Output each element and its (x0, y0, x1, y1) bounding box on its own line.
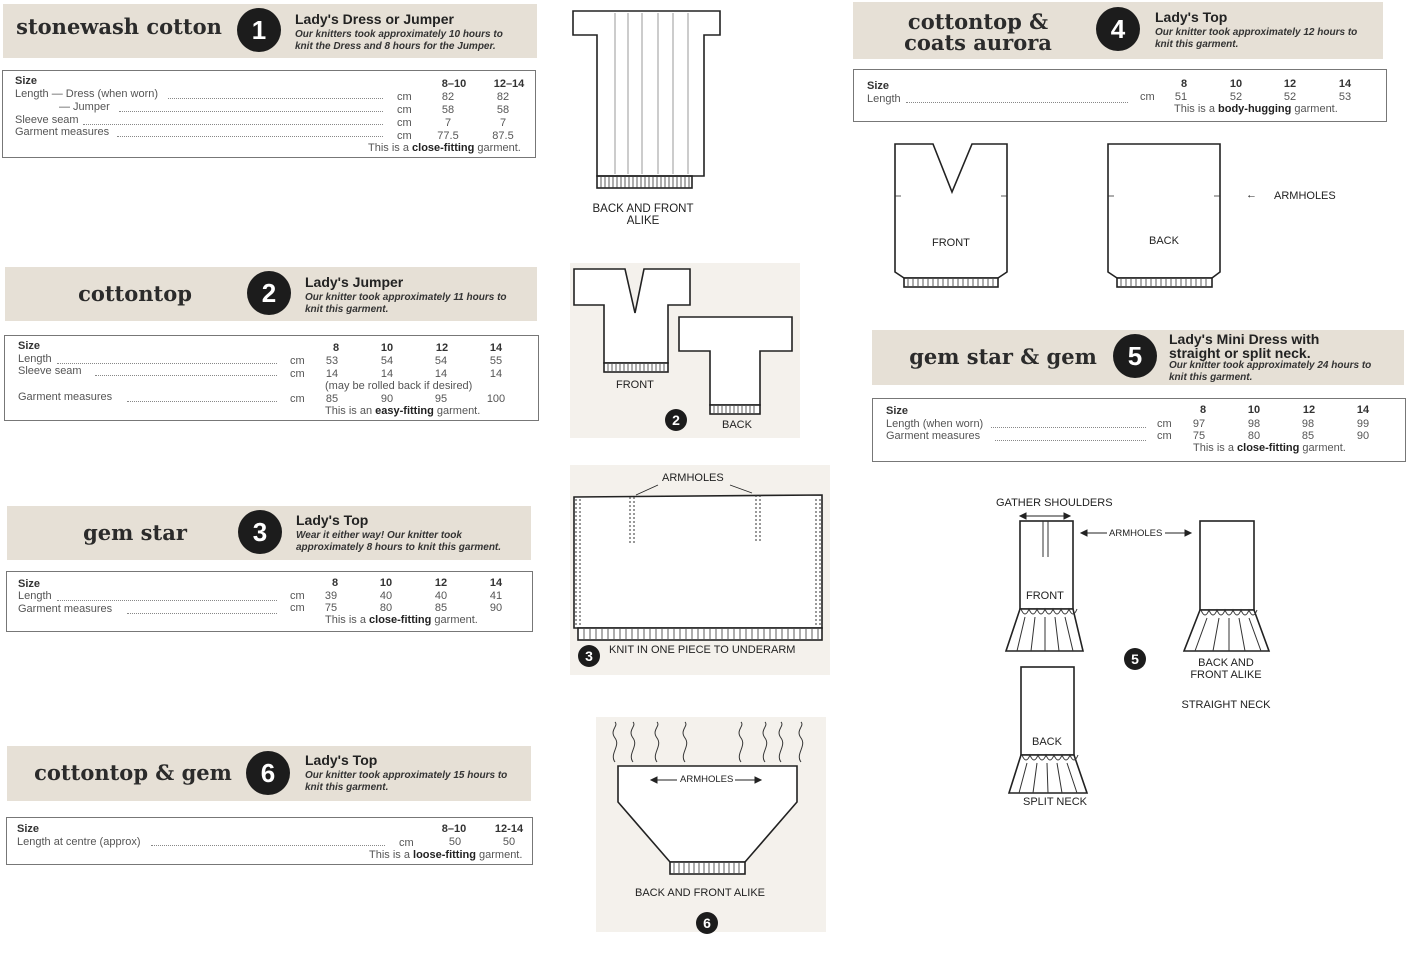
value: 50 (448, 836, 462, 848)
unit: cm (397, 104, 412, 116)
size-col: 10 (379, 577, 393, 589)
value: 14 (434, 368, 448, 380)
value: 95 (434, 393, 448, 405)
value: 75 (324, 602, 338, 614)
fit-note: This is a close-fitting garment. (368, 142, 521, 154)
value: 52 (1229, 91, 1243, 103)
d5-alike-label-b: FRONT ALIKE (1190, 669, 1262, 681)
value: 40 (434, 590, 448, 602)
size-table-4 (853, 69, 1387, 122)
size-col: 14 (489, 342, 503, 354)
size-col: 14 (1338, 78, 1352, 90)
size-table-6 (6, 817, 533, 865)
value: 100 (486, 393, 506, 405)
row-label: Garment measures (18, 603, 113, 615)
value: 75 (1192, 430, 1206, 442)
size-table-3 (6, 571, 533, 632)
d3-caption: KNIT IN ONE PIECE TO UNDERARM (609, 644, 796, 656)
remark: (may be rolled back if desired) (325, 380, 473, 392)
unit: cm (1157, 430, 1172, 442)
leader-dots (57, 353, 277, 364)
garment-desc-3a: Wear it either way! Our knitter took (296, 530, 462, 541)
value: 41 (489, 590, 503, 602)
size-col: 8 (332, 342, 340, 354)
value: 39 (324, 590, 338, 602)
value: 55 (489, 355, 503, 367)
value: 58 (496, 104, 510, 116)
d5-straight-neck-label: STRAIGHT NECK (1181, 699, 1271, 711)
garment-title-4: Lady's Top (1155, 9, 1228, 25)
leader-dots (151, 835, 385, 846)
fit-note: This is a close-fitting garment. (325, 614, 478, 626)
row-label: Length (18, 353, 52, 365)
diagram-3-top (570, 485, 830, 645)
value: 54 (434, 355, 448, 367)
yarn-name-1: stonewash cotton (16, 14, 222, 39)
value: 90 (489, 602, 503, 614)
unit: cm (290, 393, 305, 405)
garment-title-5a: Lady's Mini Dress with (1169, 331, 1320, 347)
d1-caption-b: ALIKE (626, 215, 660, 227)
garment-title-1: Lady's Dress or Jumper (295, 11, 454, 27)
garment-desc-4a: Our knitter took approximately 12 hours to (1155, 27, 1358, 38)
size-col: 14 (1356, 404, 1370, 416)
d4-armholes-label: ARMHOLES (1274, 190, 1336, 202)
pattern-number-1: 1 (237, 8, 281, 52)
garment-title-3: Lady's Top (296, 512, 369, 528)
garment-title-5b: straight or split neck. (1169, 345, 1311, 361)
fit-note: This is an easy-fitting garment. (325, 405, 481, 417)
row-label: Length (when worn) (886, 418, 984, 430)
yarn-name-3: gem star (83, 520, 187, 545)
row-label: Garment measures (15, 126, 110, 138)
value: 7 (499, 117, 507, 129)
value: 40 (379, 590, 393, 602)
value: 98 (1247, 418, 1261, 430)
leader-dots (127, 391, 277, 402)
value: 7 (444, 117, 452, 129)
value: 54 (380, 355, 394, 367)
leader-dots (57, 590, 277, 601)
diagram-2-jumper (570, 263, 800, 438)
row-label: Sleeve seam (18, 365, 82, 377)
size-col: 8–10 (441, 78, 467, 90)
unit: cm (397, 130, 412, 142)
value: 90 (1356, 430, 1370, 442)
d4-front-label: FRONT (932, 237, 970, 249)
value: 14 (489, 368, 503, 380)
d5-alike-label-a: BACK AND (1198, 657, 1254, 669)
size-heading: Size (18, 340, 41, 352)
value: 85 (434, 602, 448, 614)
leader-dots (168, 88, 383, 99)
value: 97 (1192, 418, 1206, 430)
value: 80 (379, 602, 393, 614)
value: 52 (1283, 91, 1297, 103)
pattern-number-4: 4 (1096, 7, 1140, 51)
unit: cm (1157, 418, 1172, 430)
d5-front-label: FRONT (1026, 590, 1064, 602)
garment-desc-5a: Our knitter took approximately 24 hours to (1169, 360, 1372, 371)
size-heading: Size (886, 405, 909, 417)
pattern-number-6: 6 (246, 751, 290, 795)
leader-dots (95, 365, 277, 376)
garment-desc-1b: knit the Dress and 8 hours for the Jumper. (295, 41, 496, 52)
size-col: 8–10 (441, 823, 467, 835)
garment-desc-6a: Our knitter took approximately 15 hours to (305, 770, 508, 781)
d3-number: 3 (578, 645, 600, 667)
leader-dots (991, 417, 1146, 428)
value: 58 (441, 104, 455, 116)
d5-split-neck-label: SPLIT NECK (1023, 796, 1087, 808)
value: 80 (1247, 430, 1261, 442)
d2-back-label: BACK (722, 419, 752, 431)
unit: cm (1140, 91, 1155, 103)
size-col: 12 (435, 342, 449, 354)
garment-title-2: Lady's Jumper (305, 274, 404, 290)
row-label: Length (18, 590, 52, 602)
fit-note: This is a body-hugging garment. (1174, 103, 1338, 115)
d5-armholes-label: ARMHOLES (1109, 528, 1163, 539)
pattern-number-5: 5 (1113, 334, 1157, 378)
value: 14 (380, 368, 394, 380)
leader-dots (119, 101, 383, 112)
row-label: Length at centre (approx) (17, 836, 141, 848)
d4-armholes-arrow: ← (1246, 189, 1257, 201)
leader-dots (117, 126, 383, 137)
yarn-name-4a: cottontop & (907, 9, 1049, 34)
value: 82 (441, 91, 455, 103)
d1-caption-a: BACK AND FRONT (592, 203, 694, 215)
size-col: 14 (489, 577, 503, 589)
size-col: 12–14 (493, 78, 525, 90)
d2-number: 2 (665, 409, 687, 431)
garment-desc-5b: knit this garment. (1169, 372, 1253, 383)
garment-title-6: Lady's Top (305, 752, 378, 768)
size-col: 10 (1247, 404, 1261, 416)
row-label: Length — Dress (when worn) (15, 88, 159, 100)
row-label: Sleeve seam (15, 114, 79, 126)
row-label: Garment measures (886, 430, 981, 442)
diagram-6-top (605, 722, 825, 882)
size-table-1 (2, 70, 536, 158)
value: 50 (502, 836, 516, 848)
value: 77.5 (437, 130, 459, 142)
size-col: 12-14 (494, 823, 524, 835)
leader-dots (995, 430, 1146, 441)
size-col: 8 (1199, 404, 1207, 416)
d4-back-label: BACK (1149, 235, 1179, 247)
garment-desc-6b: knit this garment. (305, 782, 389, 793)
d5-back-label: BACK (1032, 736, 1062, 748)
size-col: 12 (434, 577, 448, 589)
value: 14 (325, 368, 339, 380)
value: 53 (1338, 91, 1352, 103)
unit: cm (290, 355, 305, 367)
leader-dots (127, 603, 277, 614)
leader-dots (83, 114, 383, 125)
d6-number: 6 (696, 912, 718, 934)
unit: cm (290, 602, 305, 614)
row-label: Garment measures (18, 391, 113, 403)
size-table-2 (4, 335, 539, 421)
value: 53 (325, 355, 339, 367)
d3-armholes-label: ARMHOLES (662, 472, 724, 484)
garment-desc-2b: knit this garment. (305, 304, 389, 315)
diagram-4-top (890, 140, 1230, 290)
value: 87.5 (492, 130, 514, 142)
row-label: — Jumper (59, 101, 110, 113)
yarn-name-6: cottontop & gem (34, 760, 232, 785)
fit-note: This is a loose-fitting garment. (369, 849, 523, 861)
size-heading: Size (867, 80, 890, 92)
unit: cm (399, 837, 414, 849)
row-label: Length (867, 93, 901, 105)
d5-number: 5 (1124, 648, 1146, 670)
value: 85 (1301, 430, 1315, 442)
d5-gather-label: GATHER SHOULDERS (996, 497, 1113, 509)
garment-desc-2a: Our knitter took approximately 11 hours to (305, 292, 507, 303)
unit: cm (290, 368, 305, 380)
size-col: 10 (380, 342, 394, 354)
pattern-number-3: 3 (238, 510, 282, 554)
yarn-name-2: cottontop (78, 281, 192, 306)
garment-desc-1a: Our knitters took approximately 10 hours to (295, 29, 503, 40)
size-heading: Size (18, 578, 41, 590)
size-col: 12 (1283, 78, 1297, 90)
yarn-name-4b: coats aurora (904, 30, 1052, 55)
unit: cm (290, 590, 305, 602)
size-col: 8 (331, 577, 339, 589)
garment-desc-4b: knit this garment. (1155, 39, 1239, 50)
value: 51 (1174, 91, 1188, 103)
size-col: 10 (1229, 78, 1243, 90)
value: 85 (325, 393, 339, 405)
size-table-5 (872, 398, 1406, 462)
size-heading: Size (17, 823, 40, 835)
value: 90 (380, 393, 394, 405)
size-heading: Size (15, 75, 38, 87)
yarn-name-5: gem star & gem (909, 344, 1097, 369)
garment-desc-3b: approximately 8 hours to knit this garment. (296, 542, 502, 553)
unit: cm (397, 91, 412, 103)
value: 82 (496, 91, 510, 103)
d6-armholes-label: ARMHOLES (680, 774, 734, 785)
value: 98 (1301, 418, 1315, 430)
leader-dots (906, 92, 1128, 103)
diagram-1-dress (570, 8, 730, 198)
unit: cm (397, 117, 412, 129)
d6-caption: BACK AND FRONT ALIKE (635, 887, 766, 899)
d2-front-label: FRONT (616, 379, 654, 391)
value: 99 (1356, 418, 1370, 430)
size-col: 12 (1302, 404, 1316, 416)
fit-note: This is a close-fitting garment. (1193, 442, 1346, 454)
size-col: 8 (1180, 78, 1188, 90)
pattern-number-2: 2 (247, 271, 291, 315)
